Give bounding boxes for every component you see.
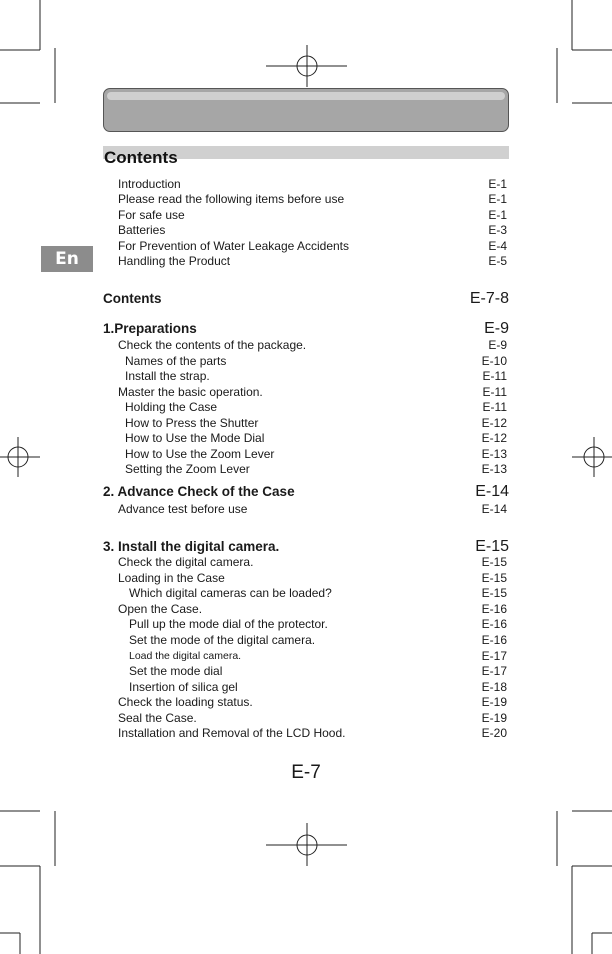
toc-entry-text: How to Use the Mode Dial [125,431,265,445]
toc-entry-text: Open the Case. [118,602,203,616]
toc-entry [0,663,612,679]
toc-entry-text: How to Use the Zoom Lever [125,447,275,461]
toc-entry [0,601,612,617]
toc-entry-text: Check the loading status. [118,695,253,709]
toc-entry-text: Loading in the Case [118,571,225,585]
toc-section-heading [0,291,612,307]
toc-entry-page: E-16 [481,617,507,631]
toc-entry-page: E-16 [481,602,507,616]
toc-entry [0,430,612,446]
toc-entry-text: Names of the parts [125,354,227,368]
toc-entry-text: For safe use [118,208,185,222]
toc-entry [0,176,612,192]
toc-entry-text: Please read the following items before use [118,192,345,206]
toc-entry [0,446,612,462]
toc-entry [0,368,612,384]
toc-entry [0,616,612,632]
toc-entry-text: Advance test before use [118,502,248,516]
toc-entry-text: Holding the Case [125,400,218,414]
toc-entry [0,353,612,369]
toc-entry-page: E-4 [488,239,507,253]
toc-section-heading-text: 3. Install the digital camera. [103,539,280,554]
toc-entry-page: E-19 [481,695,507,709]
toc-entry [0,679,612,695]
toc-entry-text: Check the digital camera. [118,555,254,569]
toc-entry-page: E-19 [481,711,507,725]
toc-entry-page: E-12 [481,431,507,445]
toc-entry [0,501,612,517]
toc-entry-text: How to Press the Shutter [125,416,259,430]
toc-section-heading [0,321,612,337]
toc-section-heading-page: E-9 [484,320,509,337]
toc-entry-text: Seal the Case. [118,711,197,725]
toc-entry-page: E-15 [481,571,507,585]
toc-entry-text: Pull up the mode dial of the protector. [129,617,328,631]
toc-entry-text: Insertion of silica gel [129,680,238,694]
toc-entry [0,337,612,353]
toc-entry-text: Installation and Removal of the LCD Hood. [118,726,346,740]
language-tab: En [41,246,93,272]
toc-entry-page: E-3 [488,223,507,237]
toc-entry [0,648,612,664]
toc-entry-text: For Prevention of Water Leakage Accidents [118,239,350,253]
toc-entry-page: E-17 [481,649,507,663]
toc-section-heading-page: E-14 [475,483,509,500]
toc-entry-page: E-1 [488,177,507,191]
toc-section-heading-page: E-7-8 [469,290,509,307]
page-title: Contents [104,148,178,167]
toc-section-heading-text: Contents [103,291,162,306]
toc-entry-page: E-18 [481,680,507,694]
toc-entry-text: Install the strap. [125,369,210,383]
toc-entry-text: Set the mode dial [129,664,223,678]
toc-entry [0,253,612,269]
toc-entry [0,570,612,586]
toc-section-heading-text: 2. Advance Check of the Case [103,484,295,499]
toc-entry-page: E-9 [488,338,507,352]
toc-entry-page: E-1 [488,208,507,222]
toc-entry-page: E-13 [481,447,507,461]
toc-entry [0,415,612,431]
toc-entry [0,461,612,477]
toc-entry-text: Batteries [118,223,166,237]
toc-entry [0,222,612,238]
toc-section-heading [0,484,612,500]
toc-entry [0,632,612,648]
toc-entry-page: E-17 [481,664,507,678]
toc-entry-page: E-16 [481,633,507,647]
header-banner [103,88,509,132]
page-number: E-7 [291,762,321,783]
toc-section-heading [0,539,612,555]
toc-entry-text: Which digital cameras can be loaded? [129,586,332,600]
toc-entry-text: Setting the Zoom Lever [125,462,250,476]
toc-entry [0,725,612,741]
toc-entry-text: Check the contents of the package. [118,338,307,352]
toc-entry-text: Master the basic operation. [118,385,263,399]
toc-entry [0,191,612,207]
toc-entry-page: E-20 [481,726,507,740]
toc-entry-text: Set the mode of the digital camera. [129,633,316,647]
toc-entry [0,238,612,254]
toc-entry-page: E-10 [481,354,507,368]
toc-entry-page: E-11 [482,385,507,399]
toc-section-heading-text: 1.Preparations [103,321,197,336]
toc-entry [0,554,612,570]
toc-entry-page: E-12 [481,416,507,430]
toc-entry-page: E-11 [482,369,507,383]
toc-entry-page: E-15 [481,586,507,600]
toc-entry [0,384,612,400]
toc-entry-text: Handling the Product [118,254,231,268]
toc-entry-text: Load the digital camera. [129,650,242,662]
toc-entry [0,710,612,726]
toc-section-heading-page: E-15 [475,538,509,555]
toc-entry-page: E-11 [482,400,507,414]
toc-entry-page: E-14 [481,502,507,516]
toc-entry-page: E-5 [488,254,507,268]
toc-entry [0,399,612,415]
toc-entry [0,207,612,223]
toc-entry-page: E-1 [488,192,507,206]
toc-entry-page: E-13 [481,462,507,476]
toc-entry-text: Introduction [118,177,181,191]
toc-entry [0,694,612,710]
toc-entry-page: E-15 [481,555,507,569]
toc-entry [0,585,612,601]
